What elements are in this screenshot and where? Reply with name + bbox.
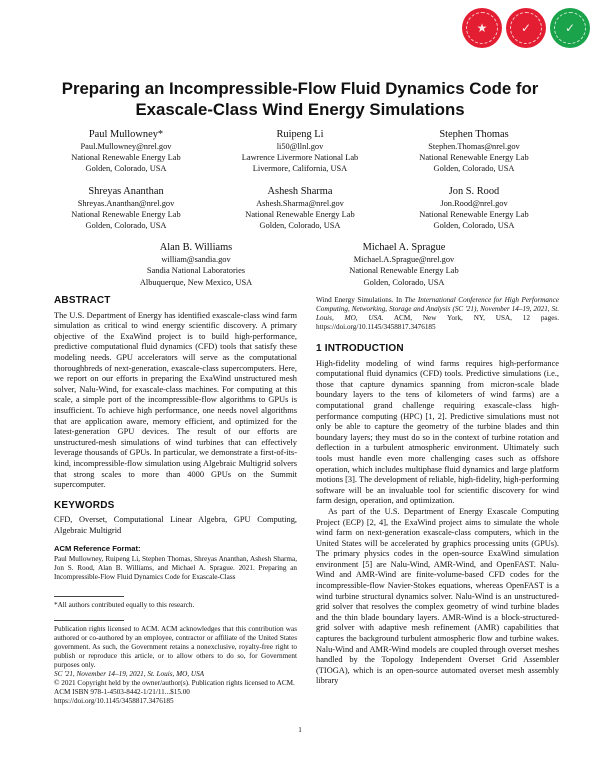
author-loc: Golden, Colorado, USA [433, 164, 515, 174]
author-0 [40, 128, 212, 175]
author-org: National Renewable Energy Lab [71, 153, 181, 163]
abstract-heading: ABSTRACT [54, 295, 111, 306]
author-5 [388, 185, 560, 232]
results-reproduced-badge: ✓ [550, 8, 590, 48]
acm-reference-continued-plain: Wind Energy Simulations. In [316, 296, 405, 304]
copyright-line: © 2021 Copyright held by the owner/author(s). Publication rights licensed to ACM. [54, 679, 295, 688]
acm-reference-text: Paul Mullowney, Ruipeng Li, Stephen Thomas, Shreyas Ananthan, Ashesh Sharma, Jon S. Rood, Alan B. Williams, and Michael A. Sprague. 2021. Preparing an Incompressible-Flow Fluid Dynamics Code for Exascale-Class [54, 555, 297, 582]
author-block [40, 128, 560, 298]
right-column [316, 296, 559, 706]
author-email: william@sandia.gov [161, 255, 231, 265]
author-org: Lawrence Livermore National Lab [241, 153, 359, 163]
author-loc: Golden, Colorado, USA [259, 221, 341, 231]
introduction-paragraph-2: As part of the U.S. Department of Energy Exascale Computing Project (ECP) [2, 4], the ExaWind project aims to simulate the whole wind farm on next-generation exascale-class computers, which in the United States will be accelerated by graphics processing units (GPUs). The primary physics codes in the open-source ExaWind simulation environment [5] are Nalu-Wind, AMR-Wind, and OpenFAST. Nalu-Wind and AMR-Wind are finite-volume-based CFD codes for the incompressible-flow Navier-Stokes equations, whereas OpenFAST is a wind turbine structural dynamics solver. Nalu-Wind is an unstructured-grid solver that resolves the complex geometry of wind turbine blades and the thin blade boundary layers. AMR-Wind is a block-structured-grid solver with adaptive mesh refinement (AMR) capabilities that captures the background turbulent atmospheric flow and turbine wakes. Nalu-Wind and AMR-Wind models are coupled through overset meshes handled by the Topology Independent Overset Grid Assembler (TIOGA), which is an open-source automated overset mesh assembly library [316, 506, 559, 686]
author-name: Paul Mullowney* [88, 129, 164, 140]
author-org: National Renewable Energy Lab [245, 209, 355, 219]
author-email: Jon.Rood@nrel.gov [440, 198, 508, 208]
acm-reference-continued-italic: The International Conference for High Performance Computing, Networking, Storage and Analysis (SC '21), November 14–19, 2021, St. Louis, MO, USA. [316, 296, 559, 322]
left-column [54, 296, 297, 706]
author-name: Shreyas Ananthan [88, 185, 164, 197]
acm-reference-continued-end: ACM, New York, NY, USA, 12 pages. https://doi.org/10.1145/3458817.3476185 [316, 314, 559, 331]
author-name: Ashesh Sharma [267, 185, 333, 197]
author-email: li50@llnl.gov [276, 142, 324, 151]
page-number: 1 [298, 726, 302, 734]
author-footnote: *All authors contributed equally to this research. [54, 601, 195, 610]
author-name: Michael A. Sprague [362, 242, 446, 254]
author-loc: Golden, Colorado, USA [85, 221, 167, 231]
introduction-heading: 1 INTRODUCTION [316, 343, 404, 354]
author-2 [388, 128, 560, 175]
paper-title: Preparing an Incompressible-Flow Fluid Dynamics Code for Exascale-Class Wind Energy Simulations [61, 79, 539, 119]
author-loc: Golden, Colorado, USA [433, 221, 515, 231]
author-name: Stephen Thomas [439, 129, 509, 140]
author-org: National Renewable Energy Lab [71, 209, 181, 219]
publication-rights: Publication rights licensed to ACM. ACM acknowledges that this contribution was authored or co-authored by an employee, contractor or affiliate of the United States government. As such, the Government retains a nonexclusive, royalty-free right to publish or reproduce this article, or to allow others to do so, for Government purposes only. [54, 625, 297, 670]
author-6 [110, 241, 282, 288]
author-org: National Renewable Energy Lab [349, 266, 459, 276]
isbn-line: ACM ISBN 978-1-4503-8442-1/21/11...$15.00 [54, 688, 190, 697]
author-loc: Golden, Colorado, USA [363, 277, 445, 287]
author-name: Alan B. Williams [159, 242, 233, 254]
author-org: National Renewable Energy Lab [419, 209, 529, 219]
author-org: Sandia National Laboratories [146, 266, 246, 276]
artifacts-available-badge: ★ [462, 8, 502, 48]
author-7 [318, 241, 490, 288]
introduction-paragraph-1: High-fidelity modeling of wind farms requires high-performance computational fluid dynamics (CFD) tools. Predictive simulations (i.e., those that capture dynamics spanning from micron-scale blade boundary layers to the tens of kilometers of wind farms) are a computational grand challenge requiring exascale-class high-performance computing (HPC) [1, 2]. Predictive simulations must not only be able to capture the geometry of the turbine blades and thin boundary layers; they must do so in the context of turbine rotation and deflection in a turbulent atmospheric environment. Ultimately such tools must handle even more challenging cases such as offshore operation, which includes multiphase fluid dynamics and large platform motions [3]. The development of reliable, high-fidelity, high-performing software will be an invaluable tool for scientific discovery for wind farm design, operation, and optimization. [316, 358, 559, 506]
author-email: Michael.A.Sprague@nrel.gov [353, 255, 455, 265]
abstract-text: The U.S. Department of Energy has identified exascale-class wind farm simulation as critical to wind energy scientific discovery. A primary objective of the ExaWind project is to build high-performance, predictive computational fluid dynamics (CFD) tools that satisfy these modeling needs. GPU accelerators will serve as the computational thoroughbreds of next-generation, exascale-class supercomputers. Here, we report on our efforts in preparing the ExaWind unstructured mesh solver, Nalu-Wind, for exascale-class machines. For computing at this scale, a simple port of the incompressible-flow algorithms to GPUs is insufficient. To achieve high performance, one needs novel algorithms that are application aware, memory efficient, and optimized for the latest-generation GPU devices. The result of our efforts are unstructured-mesh simulations of wind turbines that can effectively leverage thousands of GPUs. In particular, we demonstrate a first-of-its-kind, incompressible-flow simulation using Algebraic Multigrid solvers that strong scales to more than 4000 GPUs on the Summit supercomputer. [54, 310, 297, 490]
acm-reference-heading: ACM Reference Format: [54, 544, 141, 554]
doi-link[interactable]: https://doi.org/10.1145/3458817.3476185 [54, 697, 174, 706]
publication-divider [54, 620, 124, 621]
author-org: National Renewable Energy Lab [419, 153, 529, 163]
author-loc: Golden, Colorado, USA [85, 164, 167, 174]
author-loc: Albuquerque, New Mexico, USA [139, 277, 253, 287]
author-email: Ashesh.Sharma@nrel.gov [256, 198, 344, 208]
keywords-text: CFD, Overset, Computational Linear Algebra, GPU Computing, Algebraic Multigrid [54, 515, 297, 535]
author-email: Shreyas.Ananthan@nrel.gov [77, 198, 175, 208]
author-3 [40, 185, 212, 232]
artifacts-evaluated-badge: ✓ [506, 8, 546, 48]
footnote-divider [54, 596, 124, 597]
conference-line: SC '21, November 14–19, 2021, St. Louis, MO, USA [54, 670, 205, 679]
author-4 [214, 185, 386, 232]
author-name: Ruipeng Li [276, 129, 324, 140]
author-email: Paul.Mullowney@nrel.gov [80, 142, 172, 151]
author-1 [214, 128, 386, 175]
author-email: Stephen.Thomas@nrel.gov [428, 142, 520, 151]
body-columns [54, 296, 559, 706]
author-name: Jon S. Rood [448, 185, 500, 197]
artifact-badges [462, 8, 590, 48]
keywords-heading: KEYWORDS [54, 499, 115, 511]
acm-reference-continued [316, 296, 559, 332]
author-loc: Livermore, California, USA [252, 164, 348, 174]
